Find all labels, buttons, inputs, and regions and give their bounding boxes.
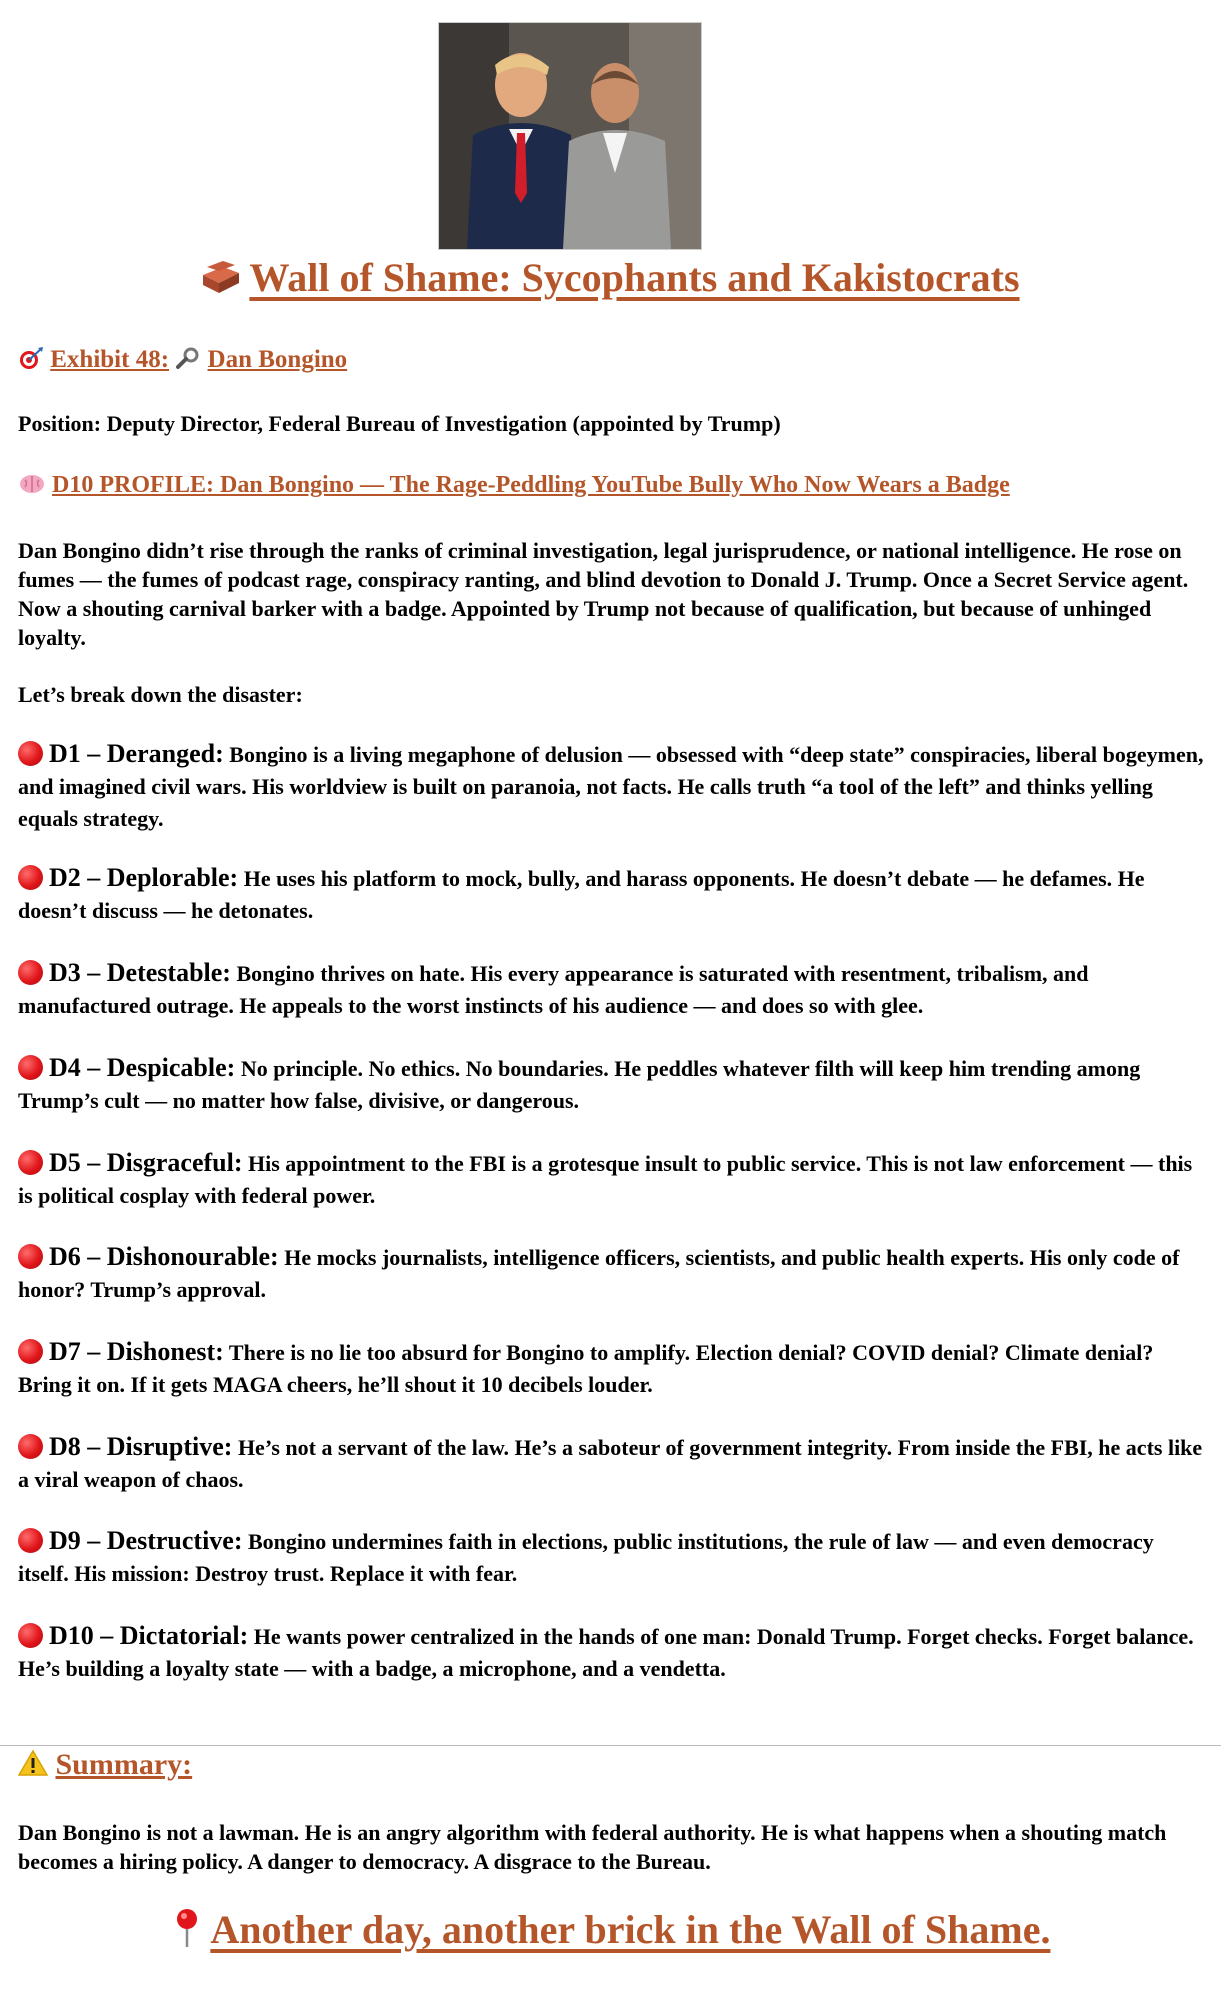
item-label: D9 – Destructive: [49,1526,243,1555]
position-line: Position: Deputy Director, Federal Bureau of Investigation (appointed by Trump) [18,411,781,436]
list-item [18,1241,1208,1306]
section-divider [0,1745,1221,1746]
summary-paragraph: Dan Bongino is not a lawman. He is an angry algorithm with federal authority. He is what happens when a shouting match becomes a hiring policy. A danger to democracy. A disgrace to the Bureau. [18,1820,1167,1874]
item-label: D3 – Detestable: [49,958,231,987]
item-text: Bongino is a living megaphone of delusion — obsessed with “deep state” conspiracies, liberal bogeymen, and imagined civil wars. His worldview is built on paranoia, not facts. He calls truth “a tool of the left” and thinks yelling equals strategy. [18,742,1204,831]
list-item [18,1431,1208,1496]
list-item [18,957,1208,1022]
red-circle-icon [18,960,43,985]
brick-icon [201,258,241,305]
item-text: His appointment to the FBI is a grotesque insult to public service. This is not law enforcement — this is political cosplay with federal power. [18,1151,1193,1208]
item-label: D1 – Deranged: [49,739,224,768]
red-circle-icon [18,1244,43,1269]
item-text: He mocks journalists, intelligence officers, scientists, and public health experts. His only code of honor? Trump’s approval. [18,1245,1180,1302]
item-text: Bongino undermines faith in elections, public institutions, the rule of law — and even democracy itself. His mission: Destroy trust. Replace it with fear. [18,1529,1154,1586]
list-item [18,1052,1208,1117]
pin-icon [171,1907,203,1959]
item-text: He’s not a servant of the law. He’s a saboteur of government integrity. From inside the FBI, he acts like a viral weapon of chaos. [18,1435,1203,1492]
red-circle-icon [18,1434,43,1459]
item-label: D8 – Disruptive: [49,1432,233,1461]
target-icon [18,346,44,377]
intro-paragraph: Dan Bongino didn’t rise through the ranks of criminal investigation, legal jurisprudence, or national intelligence. He rose on fumes — the fumes of podcast rage, conspiracy ranting, and blind devotion to Donald J. Trump. Once a Secret Service agent. Now a shouting carnival barker with a badge. Appointed by Trump not because of qualification, but because of unhinged loyalty. [18,538,1189,650]
item-text: He uses his platform to mock, bully, and harass opponents. He doesn’t debate — he defames. He doesn’t discuss — he detonates. [18,866,1145,923]
red-circle-icon [18,1623,43,1648]
brain-icon [18,473,46,502]
summary-heading [18,1748,192,1785]
item-label: D2 – Deplorable: [49,863,239,892]
item-label: D7 – Dishonest: [49,1337,224,1366]
page-title [0,254,1221,305]
profile-title: D10 PROFILE: Dan Bongino — The Rage-Peddling YouTube Bully Who Now Wears a Badge [52,472,1010,498]
exhibit-label: Exhibit 48: [50,346,170,373]
list-item [18,1147,1208,1212]
warning-icon [18,1749,48,1785]
list-item [18,1336,1208,1401]
title-text: Wall of Shame: Sycophants and Kakistocrats [249,255,1020,300]
profile-heading [18,472,1010,502]
header-photo [438,22,702,250]
footer-tagline [0,1906,1221,1959]
item-text: He wants power centralized in the hands of one man: Donald Trump. Forget checks. Forget balance. He’s building a loyalty state — with a badge, a microphone, and a vendetta. [18,1624,1194,1681]
item-text: No principle. No ethics. No boundaries. He peddles whatever filth will keep him trending among Trump’s cult — no matter how false, divisive, or dangerous. [18,1056,1141,1113]
exhibit-name: Dan Bongino [207,346,348,373]
item-label: D4 – Despicable: [49,1053,236,1082]
item-label: D5 – Disgraceful: [49,1148,243,1177]
item-label: D6 – Dishonourable: [49,1242,279,1271]
red-circle-icon [18,741,43,766]
red-circle-icon [18,1150,43,1175]
red-circle-icon [18,1528,43,1553]
list-item [18,1620,1208,1685]
footer-text: Another day, another brick in the Wall of Shame. [210,1907,1051,1952]
red-circle-icon [18,865,43,890]
list-item [18,862,1208,927]
item-text: Bongino thrives on hate. His every appearance is saturated with resentment, tribalism, and manufactured outrage. He appeals to the worst instincts of his audience — and does so with glee. [18,961,1089,1018]
magnifier-icon [175,346,201,377]
list-item [18,1525,1208,1590]
summary-title: Summary: [55,1748,193,1781]
list-item [18,738,1208,835]
red-circle-icon [18,1339,43,1364]
red-circle-icon [18,1055,43,1080]
breakdown-lead: Let’s break down the disaster: [18,682,303,707]
exhibit-heading [18,346,347,377]
item-label: D10 – Dictatorial: [49,1621,249,1650]
item-text: There is no lie too absurd for Bongino to amplify. Election denial? COVID denial? Climate denial? Bring it on. If it gets MAGA cheers, he’ll shout it 10 decibels louder. [18,1340,1154,1397]
